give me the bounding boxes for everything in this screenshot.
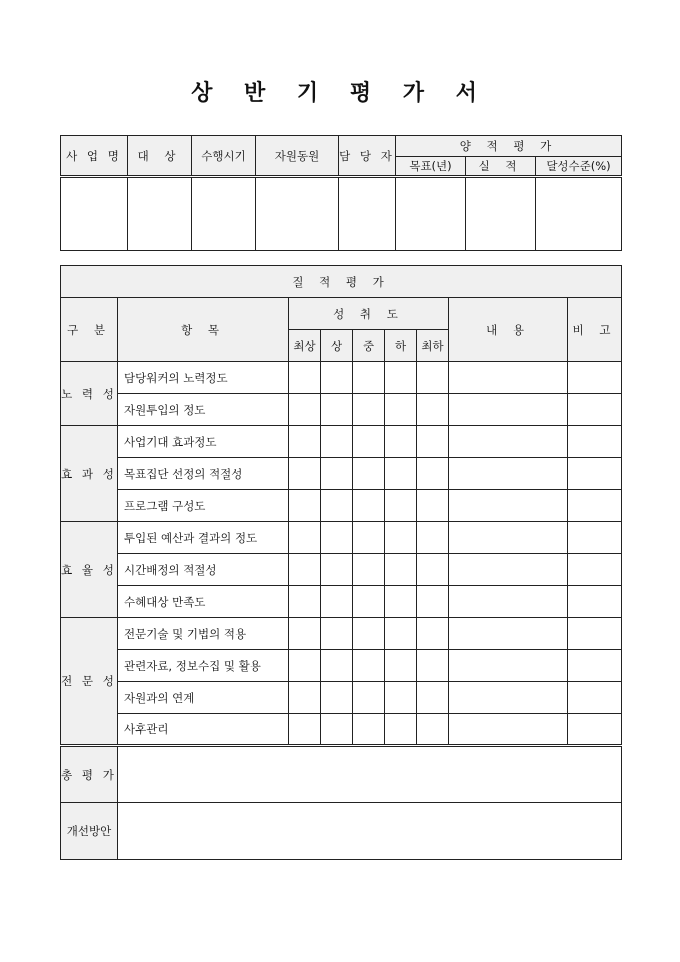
overall-label: 총 평 가 <box>61 746 118 803</box>
note-cell[interactable] <box>568 714 622 746</box>
item-label: 투입된 예산과 결과의 정도 <box>118 522 289 554</box>
rating-cell[interactable] <box>385 394 417 426</box>
rating-cell[interactable] <box>353 490 385 522</box>
level-mid: 중 <box>353 330 385 362</box>
rating-cell[interactable] <box>417 682 449 714</box>
qualitative-title: 질 적 평 가 <box>61 266 622 298</box>
rating-cell[interactable] <box>385 586 417 618</box>
note-cell[interactable] <box>568 586 622 618</box>
cell-actual[interactable] <box>466 177 536 251</box>
overall-field[interactable] <box>118 746 622 803</box>
rating-cell[interactable] <box>289 682 321 714</box>
rating-cell[interactable] <box>417 554 449 586</box>
cell-project-name[interactable] <box>61 177 128 251</box>
rating-cell[interactable] <box>289 458 321 490</box>
content-cell[interactable] <box>449 618 568 650</box>
content-cell[interactable] <box>449 426 568 458</box>
note-cell[interactable] <box>568 362 622 394</box>
content-cell[interactable] <box>449 682 568 714</box>
rating-cell[interactable] <box>289 714 321 746</box>
note-cell[interactable] <box>568 522 622 554</box>
rating-cell[interactable] <box>417 426 449 458</box>
rating-cell[interactable] <box>353 682 385 714</box>
content-cell[interactable] <box>449 522 568 554</box>
header-goal: 목표(년) <box>396 157 466 177</box>
improvement-label: 개선방안 <box>61 803 118 860</box>
rating-cell[interactable] <box>353 522 385 554</box>
note-cell[interactable] <box>568 426 622 458</box>
header-target: 대 상 <box>128 136 192 177</box>
content-cell[interactable] <box>449 714 568 746</box>
cell-manager[interactable] <box>339 177 396 251</box>
header-achievement: 달성수준(%) <box>536 157 622 177</box>
item-label: 프로그램 구성도 <box>118 490 289 522</box>
item-label: 시간배정의 적절성 <box>118 554 289 586</box>
content-cell[interactable] <box>449 458 568 490</box>
group-efficiency: 효 율 성 <box>61 522 118 618</box>
rating-cell[interactable] <box>321 394 353 426</box>
rating-cell[interactable] <box>321 426 353 458</box>
rating-cell[interactable] <box>417 394 449 426</box>
header-manager: 담 당 자 <box>339 136 396 177</box>
item-label: 자원투입의 정도 <box>118 394 289 426</box>
content-cell[interactable] <box>449 362 568 394</box>
header-item: 항 목 <box>118 298 289 362</box>
rating-cell[interactable] <box>353 586 385 618</box>
rating-cell[interactable] <box>385 490 417 522</box>
rating-cell[interactable] <box>417 650 449 682</box>
rating-cell[interactable] <box>321 682 353 714</box>
item-label: 관련자료, 정보수집 및 활용 <box>118 650 289 682</box>
improvement-field[interactable] <box>118 803 622 860</box>
header-achievement-level: 성 취 도 <box>289 298 449 330</box>
rating-cell[interactable] <box>289 554 321 586</box>
cell-achievement[interactable] <box>536 177 622 251</box>
rating-cell[interactable] <box>417 586 449 618</box>
group-effectiveness: 효 과 성 <box>61 426 118 522</box>
group-expertise: 전 문 성 <box>61 618 118 746</box>
rating-cell[interactable] <box>417 618 449 650</box>
rating-cell[interactable] <box>353 394 385 426</box>
rating-cell[interactable] <box>321 362 353 394</box>
rating-cell[interactable] <box>385 522 417 554</box>
cell-resources[interactable] <box>256 177 339 251</box>
item-label: 사업기대 효과정도 <box>118 426 289 458</box>
rating-cell[interactable] <box>289 426 321 458</box>
rating-cell[interactable] <box>385 650 417 682</box>
rating-cell[interactable] <box>353 458 385 490</box>
item-label: 수혜대상 만족도 <box>118 586 289 618</box>
rating-cell[interactable] <box>385 554 417 586</box>
group-effort: 노 력 성 <box>61 362 118 426</box>
rating-cell[interactable] <box>321 458 353 490</box>
rating-cell[interactable] <box>353 618 385 650</box>
cell-period[interactable] <box>192 177 256 251</box>
rating-cell[interactable] <box>321 554 353 586</box>
rating-cell[interactable] <box>353 650 385 682</box>
header-period: 수행시기 <box>192 136 256 177</box>
note-cell[interactable] <box>568 682 622 714</box>
rating-cell[interactable] <box>385 682 417 714</box>
rating-cell[interactable] <box>289 650 321 682</box>
rating-cell[interactable] <box>417 714 449 746</box>
rating-cell[interactable] <box>353 714 385 746</box>
content-cell[interactable] <box>449 554 568 586</box>
note-cell[interactable] <box>568 490 622 522</box>
rating-cell[interactable] <box>417 458 449 490</box>
rating-cell[interactable] <box>353 362 385 394</box>
rating-cell[interactable] <box>289 522 321 554</box>
level-best: 최상 <box>289 330 321 362</box>
note-cell[interactable] <box>568 618 622 650</box>
rating-cell[interactable] <box>417 490 449 522</box>
item-label: 자원과의 연계 <box>118 682 289 714</box>
header-project-name: 사 업 명 <box>61 136 128 177</box>
item-label: 담당워커의 노력정도 <box>118 362 289 394</box>
note-cell[interactable] <box>568 458 622 490</box>
note-cell[interactable] <box>568 554 622 586</box>
rating-cell[interactable] <box>289 394 321 426</box>
rating-cell[interactable] <box>321 714 353 746</box>
rating-cell[interactable] <box>321 618 353 650</box>
note-cell[interactable] <box>568 650 622 682</box>
level-high: 상 <box>321 330 353 362</box>
quantitative-table <box>60 135 622 251</box>
header-note: 비 고 <box>568 298 622 362</box>
rating-cell[interactable] <box>289 362 321 394</box>
note-cell[interactable] <box>568 394 622 426</box>
rating-cell[interactable] <box>385 618 417 650</box>
item-label: 사후관리 <box>118 714 289 746</box>
rating-cell[interactable] <box>289 490 321 522</box>
rating-cell[interactable] <box>321 650 353 682</box>
rating-cell[interactable] <box>417 522 449 554</box>
item-label: 목표집단 선정의 적절성 <box>118 458 289 490</box>
rating-cell[interactable] <box>289 586 321 618</box>
content-cell[interactable] <box>449 394 568 426</box>
rating-cell[interactable] <box>321 522 353 554</box>
header-actual: 실 적 <box>466 157 536 177</box>
rating-cell[interactable] <box>353 554 385 586</box>
rating-cell[interactable] <box>417 362 449 394</box>
header-resources: 자원동원 <box>256 136 339 177</box>
rating-cell[interactable] <box>321 586 353 618</box>
rating-cell[interactable] <box>385 458 417 490</box>
content-cell[interactable] <box>449 586 568 618</box>
header-category: 구 분 <box>61 298 118 362</box>
rating-cell[interactable] <box>385 714 417 746</box>
rating-cell[interactable] <box>321 490 353 522</box>
level-lowest: 최하 <box>417 330 449 362</box>
qualitative-table <box>60 265 622 860</box>
content-cell[interactable] <box>449 650 568 682</box>
rating-cell[interactable] <box>289 618 321 650</box>
rating-cell[interactable] <box>385 362 417 394</box>
item-label: 전문기술 및 기법의 적용 <box>118 618 289 650</box>
header-quantitative: 양 적 평 가 <box>396 136 622 157</box>
rating-cell[interactable] <box>353 426 385 458</box>
header-content: 내 용 <box>449 298 568 362</box>
cell-goal[interactable] <box>396 177 466 251</box>
rating-cell[interactable] <box>385 426 417 458</box>
level-low: 하 <box>385 330 417 362</box>
content-cell[interactable] <box>449 490 568 522</box>
cell-target[interactable] <box>128 177 192 251</box>
document-title: 상 반 기 평 가 서 <box>191 80 489 106</box>
